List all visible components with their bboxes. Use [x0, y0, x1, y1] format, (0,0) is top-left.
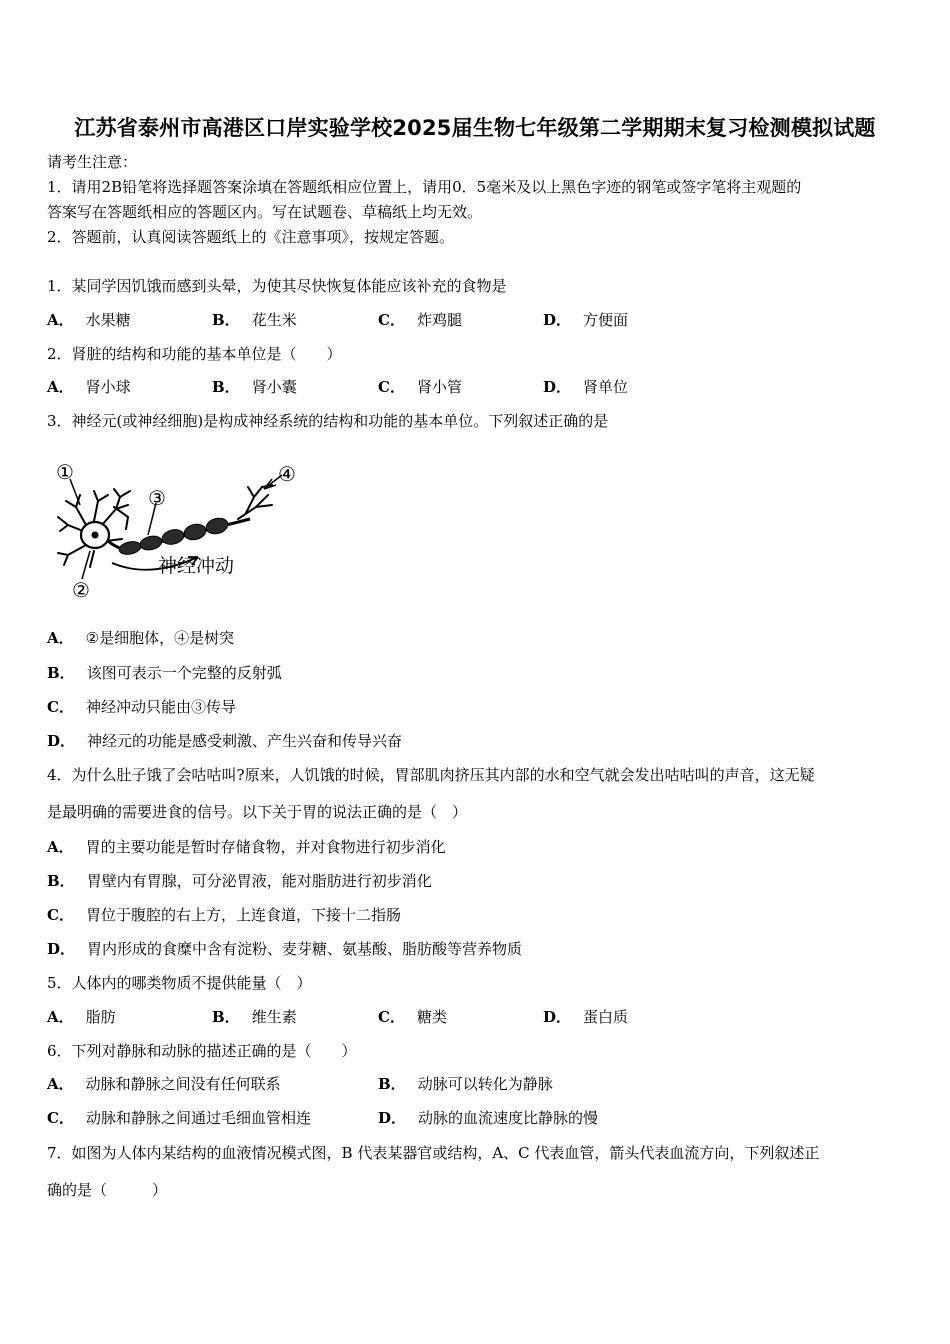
option-letter: D．: [378, 1109, 407, 1127]
option-letter: A．: [47, 629, 74, 647]
option-text: 蛋白质: [583, 1008, 629, 1026]
question-3-stem: 3．神经元(或神经细胞)是构成神经系统的结构和功能的基本单位。下列叙述正确的是: [47, 412, 609, 430]
option-letter: C．: [378, 1008, 405, 1026]
option-text: 胃壁内有胃腺，可分泌胃液，能对脂肪进行初步消化: [86, 872, 432, 890]
question-5-option-a: [47, 1007, 116, 1027]
question-4-option-d: [47, 939, 522, 959]
option-letter: D．: [47, 940, 76, 958]
option-text: 胃位于腹腔的右上方，上连食道，下接十二指肠: [85, 906, 401, 924]
question-4-option-a: [47, 837, 446, 857]
option-text: 动脉和静脉之间没有任何联系: [85, 1075, 281, 1093]
option-text: 炸鸡腿: [416, 311, 462, 329]
option-letter: B．: [47, 872, 75, 890]
exam-title: 江苏省泰州市高港区口岸实验学校2025届生物七年级第二学期期末复习检测模拟试题: [74, 116, 876, 140]
option-text: 方便面: [583, 311, 629, 329]
option-letter: A．: [47, 838, 74, 856]
question-3-option-b: [47, 663, 282, 683]
dendrite-branch: [60, 525, 68, 531]
option-text: 胃的主要功能是暂时存储食物，并对食物进行初步消化: [85, 838, 446, 856]
option-letter: A．: [47, 1075, 74, 1093]
option-letter: B．: [212, 378, 240, 396]
option-letter: D．: [543, 1008, 572, 1026]
option-text: 肾小管: [416, 378, 462, 396]
option-text: 该图可表示一个完整的反射弧: [86, 664, 282, 682]
question-2-stem: 2．肾脏的结构和功能的基本单位是（ ）: [47, 345, 342, 363]
option-letter: D．: [543, 311, 572, 329]
option-letter: C．: [47, 698, 74, 716]
neuron-diagram: [50, 455, 315, 607]
impulse-caption: 神经冲动: [158, 555, 235, 577]
myelin-sheath: [118, 516, 230, 556]
myelin-segment: [204, 516, 229, 536]
dendrite-branch: [90, 551, 94, 567]
option-text: 动脉和静脉之间通过毛细血管相连: [85, 1109, 311, 1127]
question-5-option-c: [378, 1007, 447, 1027]
option-text: 动脉的血流速度比静脉的慢: [418, 1109, 599, 1127]
option-letter: C．: [378, 311, 405, 329]
question-7-stem-line-1: 7．如图为人体内某结构的血液情况模式图，B 代表某器官或结构，A、C 代表血管，箭头代表血流方向，下列叙述正: [47, 1144, 820, 1162]
option-letter: C．: [47, 906, 74, 924]
question-1-option-d: [543, 310, 628, 330]
option-text: 脂肪: [85, 1008, 116, 1026]
option-letter: B．: [212, 311, 240, 329]
label-2: ②: [72, 578, 90, 602]
question-6-option-a: [47, 1074, 281, 1094]
dendrite-branch: [114, 489, 120, 509]
option-text: 肾单位: [583, 378, 629, 396]
option-text: 维生素: [251, 1008, 297, 1026]
option-letter: B．: [212, 1008, 240, 1026]
option-letter: D．: [543, 378, 572, 396]
question-5-stem: 5．人体内的哪类物质不提供能量（ ）: [47, 974, 312, 992]
label-1: ①: [56, 460, 74, 484]
option-text: ②是细胞体，④是树突: [85, 629, 235, 647]
label-3: ③: [148, 486, 166, 510]
myelin-segment: [161, 528, 186, 547]
myelin-segment: [118, 540, 142, 556]
label-4: ④: [278, 462, 296, 486]
option-letter: B．: [378, 1075, 406, 1093]
myelin-segment: [183, 522, 208, 542]
question-3-option-a: [47, 628, 234, 648]
notice-item-1-line-2: 答案写在答题纸相应的答题区内。写在试题卷、草稿纸上均无效。: [47, 203, 483, 221]
dendrite-branch: [58, 545, 86, 555]
nucleus: [92, 532, 99, 539]
option-text: 花生米: [251, 311, 297, 329]
question-2-option-d: [543, 377, 628, 397]
option-text: 胃内形成的食糜中含有淀粉、麦芽糖、氨基酸、脂肪酸等营养物质: [87, 940, 523, 958]
dendrite-branch: [98, 495, 108, 501]
option-text: 神经冲动只能由③传导: [85, 698, 236, 716]
question-1-option-a: [47, 310, 131, 330]
notice-heading: 请考生注意：: [47, 153, 138, 171]
question-1-option-b: [212, 310, 297, 330]
option-letter: B．: [47, 664, 75, 682]
option-letter: A．: [47, 311, 74, 329]
question-6-stem: 6．下列对静脉和动脉的描述正确的是（ ）: [47, 1042, 357, 1060]
question-3-option-c: [47, 697, 236, 717]
question-5-option-b: [212, 1007, 297, 1027]
question-1-option-c: [378, 310, 462, 330]
question-2-option-b: [212, 377, 297, 397]
notice-item-2: 2．答题前，认真阅读答题纸上的《注意事项》，按规定答题。: [47, 228, 455, 246]
option-letter: C．: [47, 1109, 74, 1127]
dendrite-branch: [120, 491, 130, 497]
question-2-option-a: [47, 377, 131, 397]
question-4-stem-line-1: 4．为什么肚子饿了会咕咕叫?原来，人饥饿的时候，胃部肌肉挤压其内部的水和空气就会发出咕咕叫的声音，这无疑: [47, 766, 815, 784]
question-5-option-d: [543, 1007, 628, 1027]
question-7-stem-line-2: 确的是（ ）: [47, 1181, 168, 1199]
question-6-option-c: [47, 1108, 311, 1128]
option-letter: C．: [378, 378, 405, 396]
option-letter: A．: [47, 1008, 74, 1026]
myelin-segment: [139, 534, 163, 552]
terminal-branch: [248, 487, 254, 497]
option-text: 糖类: [416, 1008, 447, 1026]
option-text: 肾小球: [85, 378, 131, 396]
question-1-stem: 1．某同学因饥饿而感到头晕，为使其尽快恢复体能应该补充的食物是: [47, 277, 507, 295]
option-text: 动脉可以转化为静脉: [417, 1075, 553, 1093]
option-text: 水果糖: [85, 311, 131, 329]
question-4-stem-line-2: 是最明确的需要进食的信号。以下关于胃的说法正确的是（ ）: [47, 803, 468, 821]
option-letter: A．: [47, 378, 74, 396]
neuron-svg: [50, 455, 315, 607]
option-letter: D．: [47, 732, 76, 750]
dendrite-branch: [94, 491, 98, 521]
question-6-option-d: [378, 1108, 598, 1128]
axon-terminal: [238, 485, 272, 519]
question-6-option-b: [378, 1074, 553, 1094]
option-text: 神经元的功能是感受刺激、产生兴奋和传导兴奋: [87, 732, 403, 750]
question-2-option-c: [378, 377, 462, 397]
notice-item-1-line-1: 1．请用2B铅笔将选择题答案涂填在答题纸相应位置上，请用0．5毫米及以上黑色字迹的钢笔或签字笔将主观题的: [47, 178, 802, 196]
question-3-option-d: [47, 731, 402, 751]
option-text: 肾小囊: [251, 378, 297, 396]
question-4-option-c: [47, 905, 401, 925]
dendrite-branch: [64, 555, 68, 565]
label-2-pointer: [82, 551, 90, 579]
question-4-option-b: [47, 871, 432, 891]
